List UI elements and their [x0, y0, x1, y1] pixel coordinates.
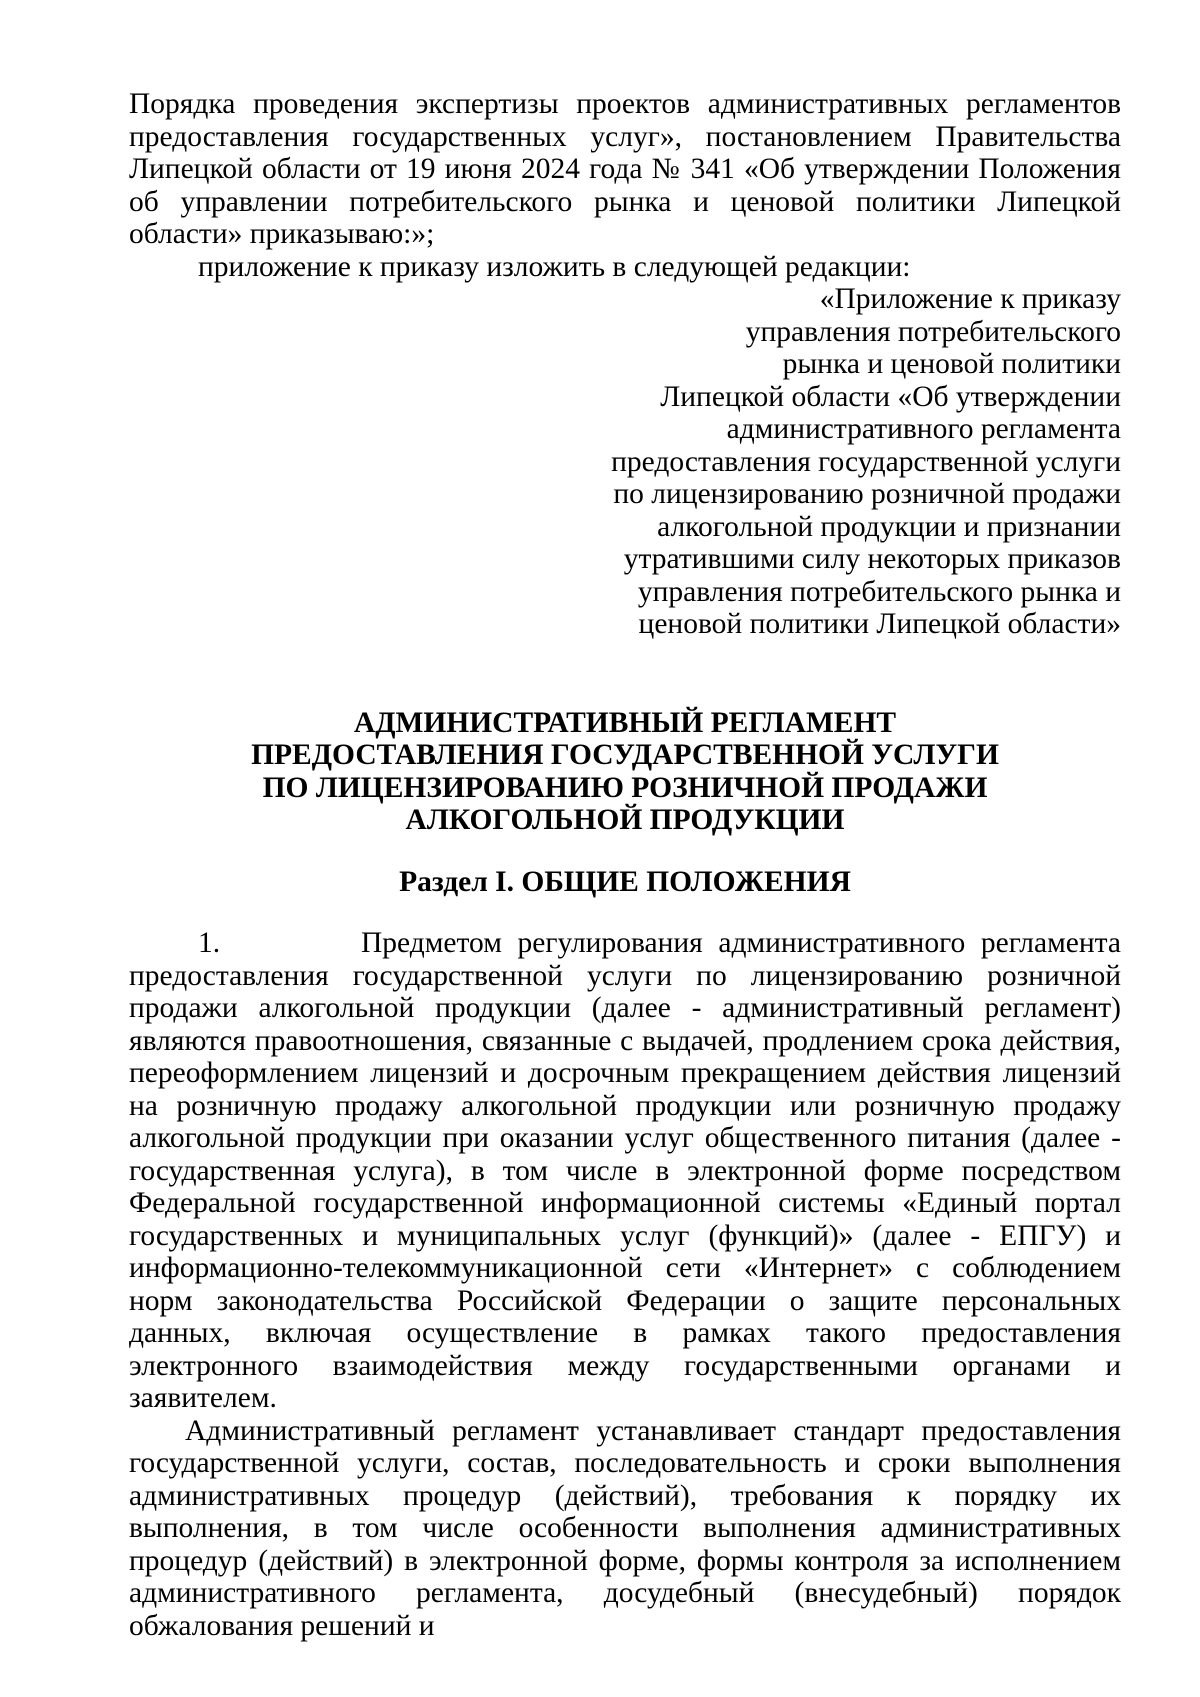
document-title-line: ПО ЛИЦЕНЗИРОВАНИЮ РОЗНИЧНОЙ ПРОДАЖИ — [262, 771, 988, 804]
document-title — [129, 707, 1121, 837]
appendix-header — [129, 283, 1121, 641]
document-title-line: АЛКОГОЛЬНОЙ ПРОДУКЦИИ — [405, 804, 845, 836]
appendix-header-line: управления потребительского рынка и — [637, 575, 1121, 608]
appendix-header-line: Липецкой области «Об утверждении — [660, 380, 1121, 413]
paragraph-number: 1. — [198, 927, 221, 959]
appendix-header-line: управления потребительского — [745, 315, 1121, 348]
appendix-header-line: административного регламента — [726, 413, 1121, 445]
body-paragraph-2: Административный регламент устанавливает стандарт предоставления государственной услуги, состав, последовательность и сроки выполнения административных процедур (действий), требования к порядку их выполнения, в том числе особенности выполнения административных процедур (действий) в электронной форме, формы контроля за исполнением административного регламента, досудебный (внесудебный) порядок обжалования решений и — [129, 1414, 1121, 1642]
appendix-header-line: утратившими силу некоторых приказов — [623, 543, 1121, 575]
appendix-header-line: «Приложение к приказу — [819, 283, 1121, 315]
appendix-header-line: рынка и ценовой политики — [782, 348, 1121, 380]
amendment-paragraph: приложение к приказу изложить в следующей редакции: — [198, 250, 911, 283]
appendix-header-line: алкогольной продукции и признании — [657, 510, 1121, 543]
section-heading: Раздел I. ОБЩИЕ ПОЛОЖЕНИЯ — [399, 865, 851, 898]
appendix-header-line: ценовой политики Липецкой области» — [638, 608, 1121, 640]
appendix-header-line: предоставления государственной услуги — [611, 445, 1121, 478]
appendix-header-line: по лицензированию розничной продажи — [613, 478, 1121, 510]
document-title-line: АДМИНИСТРАТИВНЫЙ РЕГЛАМЕНТ — [353, 706, 897, 739]
body-paragraph-1 — [129, 927, 1121, 1415]
paragraph-text: Предметом регулирования административного регламента предоставления государственной услуги по лицензированию розничной продажи алкогольной продукции (далее - административный регламент) являются правоотношения, связанные с выдачей, продлением срока действия, переоформлением лицензий и досрочным прекращением действия лицензий на розничную продажу алкогольной продукции или розничную продажу алкогольной продукции при оказании услуг общественного питания (далее - государственная услуга), в том числе в электронной форме посредством Федеральной государственной информационной системы «Единый портал государственных и муниципальных услуг (функций)» (далее - ЕПГУ) и информационно-телекоммуникационной сети «Интернет» с соблюдением норм законодательства Российской Федерации о защите персональных данных, включая осуществление в рамках такого предоставления электронного взаимодействия между государственными органами и заявителем. — [129, 927, 1121, 1414]
document-page — [129, 88, 1121, 1642]
document-title-line: ПРЕДОСТАВЛЕНИЯ ГОСУДАРСТВЕННОЙ УСЛУГИ — [251, 739, 999, 771]
intro-paragraph: Порядка проведения экспертизы проектов административных регламентов предоставления государственных услуг», постановлением Правительства Липецкой области от 19 июня 2024 года № 341 «Об утверждении Положения об управлении потребительского рынка и ценовой политики Липецкой области» приказываю:»; — [129, 88, 1121, 250]
